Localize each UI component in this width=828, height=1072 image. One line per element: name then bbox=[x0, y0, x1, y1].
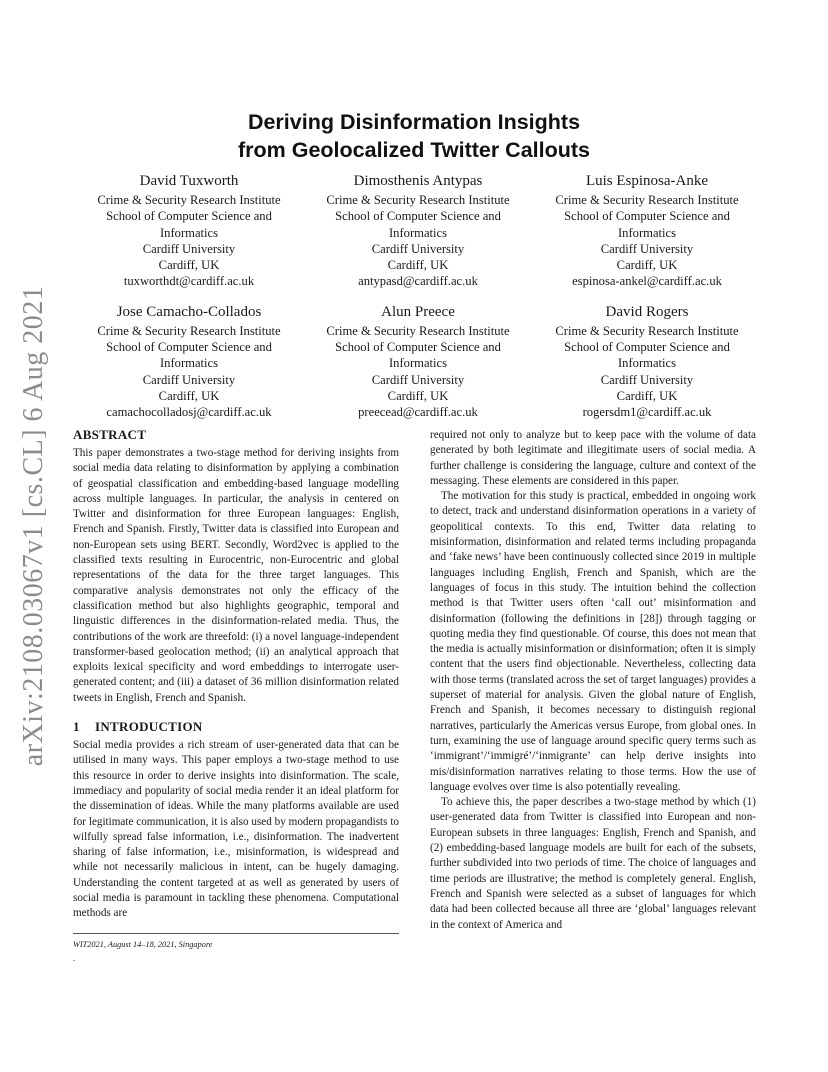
author-location: Cardiff, UK bbox=[158, 388, 220, 403]
author-location: Cardiff, UK bbox=[387, 388, 449, 403]
author-location: Cardiff, UK bbox=[616, 258, 678, 273]
footnote-dot: . bbox=[73, 954, 76, 963]
author-dept: Crime & Security Research Institute bbox=[326, 193, 510, 207]
author-card bbox=[307, 303, 529, 421]
author-school: School of Computer Science and bbox=[335, 209, 501, 224]
author-school: School of Computer Science and bbox=[106, 209, 272, 224]
author-name: Dimosthenis Antypas bbox=[353, 173, 483, 189]
author-dept: Crime & Security Research Institute bbox=[555, 323, 739, 338]
author-name: David Tuxworth bbox=[139, 173, 239, 189]
author-university: Cardiff University bbox=[371, 241, 465, 256]
introduction-paragraph-2: The motivation for this study is practical, embedded in ongoing work to detect, track and understand disinformation operations in a variety of geopolitical contexts. To this end, Twitter data relating to misinformation, disinformation and related terms including propaganda and ‘fake news’ have been continuously collected since 2019 in multiple languages including English, French and Spanish, which are the languages of focus in this study. The intuition behind the collection method is that Twitter users often ‘call out’ misinformation and disinformation (following the definitions in [28]) through tagging or quoting media they find questionable. Of course, this does not mean that the media is actually misinformation or disinformation; often it is simply content that the users find objectionable. Nevertheless, collecting data with those terms (translated across the set of target languages) provides a superset of material for analysis. Given the global nature of English, French and Spanish, it becomes necessary to distinguish regional narratives, particularly the Americas versus Europe, from global ones. In turn, examining the use of language around specific query terms such as ‘immigrant’/‘immigré’/‘inmigrante’ can help derive insights into mis/disinformation narratives relating to those terms. How the use of language evolves over time is also potentially revealing. bbox=[430, 490, 756, 793]
title-line-2: from Geolocalized Twitter Callouts bbox=[237, 138, 590, 162]
introduction-paragraph-3: To achieve this, the paper describes a two-stage method by which (1) user-generated data from Twitter is classified into European and non-European subsets in three languages: English, French and Spanish, and (2) embedding-based language models are built for each of the subsets, further subdivided into two periods of time. The choice of languages and time periods are illustrative; the method is completely general. English, French and Spanish were selected as a subset of languages for which data had been collected because all three are ‘global’ languages relevant in the context of America and bbox=[430, 796, 756, 931]
author-card bbox=[78, 172, 300, 290]
paper-title bbox=[0, 108, 828, 164]
author-card bbox=[78, 303, 300, 421]
author-university: Cardiff University bbox=[600, 241, 694, 256]
author-school: School of Computer Science and bbox=[564, 209, 730, 224]
abstract-heading: ABSTRACT bbox=[73, 427, 147, 442]
author-email: camachocolladosj@cardiff.ac.uk bbox=[106, 405, 272, 420]
author-school-cont: Informatics bbox=[617, 225, 677, 240]
author-card bbox=[536, 172, 758, 290]
author-dept: Crime & Security Research Institute bbox=[555, 193, 739, 207]
author-email: espinosa-ankel@cardiff.ac.uk bbox=[572, 274, 722, 289]
author-name: Luis Espinosa-Anke bbox=[585, 173, 709, 189]
author-name: David Rogers bbox=[605, 303, 689, 320]
venue-text: WIT2021, August 14–18, 2021, Singapore bbox=[73, 940, 213, 949]
author-email: preecead@cardiff.ac.uk bbox=[358, 405, 478, 420]
author-name: Alun Preece bbox=[381, 303, 455, 320]
author-email: antypasd@cardiff.ac.uk bbox=[358, 274, 478, 289]
author-school-cont: Informatics bbox=[388, 356, 448, 371]
author-school-cont: Informatics bbox=[388, 225, 448, 240]
section-number: 1 bbox=[73, 719, 80, 735]
author-email: rogersdm1@cardiff.ac.uk bbox=[582, 405, 712, 420]
title-line-1: Deriving Disinformation Insights bbox=[247, 110, 581, 134]
section-title: INTRODUCTION bbox=[95, 719, 203, 735]
author-university: Cardiff University bbox=[600, 372, 694, 387]
author-row-1 bbox=[78, 172, 758, 290]
author-dept: Crime & Security Research Institute bbox=[97, 323, 281, 338]
author-card bbox=[307, 172, 529, 290]
author-card bbox=[536, 303, 758, 421]
author-school: School of Computer Science and bbox=[335, 340, 501, 355]
abstract-text: This paper demonstrates a two-stage method for deriving insights from social media data relating to disinformation by applying a combination of geospatial classification and embedding-based language modelling across multiple languages. In particular, the analysis in centered on Twitter and disinformation for three European languages: English, French and Spanish. Firstly, Twitter data is classified into European and non-European sets using BERT. Secondly, Word2vec is applied to the classified texts resulting in Eurocentric, non-Eurocentric and global representations of the data for the three target languages. This comparative analysis demonstrates not only the efficacy of the classification method but also highlights geographic, temporal and linguistic differences in the disinformation-related media. Thus, the contributions of the work are threefold: (i) a novel language-independent transformer-based geolocation method; (ii) an analytical approach that exploits lexical specificity and word embeddings to interrogate user-generated content; and (iii) a dataset of 36 million disinformation related tweets in English, French and Spanish. bbox=[73, 447, 399, 704]
author-email: tuxworthdt@cardiff.ac.uk bbox=[123, 274, 255, 289]
author-row-2 bbox=[78, 303, 758, 421]
author-location: Cardiff, UK bbox=[387, 258, 449, 273]
author-school-cont: Informatics bbox=[159, 356, 219, 371]
right-column bbox=[430, 428, 756, 933]
arxiv-identifier-text: arXiv:2108.03067v1 [cs.CL] 6 Aug 2021 bbox=[18, 285, 49, 767]
author-location: Cardiff, UK bbox=[158, 258, 220, 273]
author-location: Cardiff, UK bbox=[616, 388, 678, 403]
author-school: School of Computer Science and bbox=[564, 340, 730, 355]
venue-footnote bbox=[73, 933, 399, 964]
introduction-heading bbox=[73, 718, 399, 735]
introduction-paragraph-1-continued: required not only to analyze but to keep pace with the volume of data generated by both legitimate and illegitimate users of social media. A further challenge is considering the language, culture and context of the messaging. These elements are considered in this paper. bbox=[430, 429, 756, 487]
arxiv-identifier-stamp bbox=[18, 285, 50, 767]
introduction-paragraph-1: Social media provides a rich stream of user-generated data that can be utilised in many ways. This paper employs a two-stage method to use this resource in order to derive insights into disinformation. The scale, immediacy and popularity of social media render it an ideal platform for the dissemination of ideas. While the many platforms available are used for legitimate communication, it is also used by modern propagandists to wilfully spread false information, i.e., disinformation. The inadvertent sharing of false information, i.e., misinformation, is widespread and while not necessarily malicious in intent, can be hugely damaging. Understanding the content targeted at as well as generated by users of social media is paramount in tackling these phenomena. Computational methods are bbox=[73, 739, 399, 920]
author-university: Cardiff University bbox=[371, 372, 465, 387]
author-name: Jose Camacho-Collados bbox=[116, 303, 262, 320]
author-dept: Crime & Security Research Institute bbox=[326, 323, 510, 338]
author-block bbox=[78, 172, 758, 421]
author-university: Cardiff University bbox=[142, 372, 236, 387]
author-school-cont: Informatics bbox=[159, 225, 219, 240]
left-column bbox=[73, 426, 399, 922]
author-school: School of Computer Science and bbox=[106, 340, 272, 355]
author-dept: Crime & Security Research Institute bbox=[97, 193, 281, 207]
author-university: Cardiff University bbox=[142, 241, 236, 256]
author-school-cont: Informatics bbox=[617, 356, 677, 371]
